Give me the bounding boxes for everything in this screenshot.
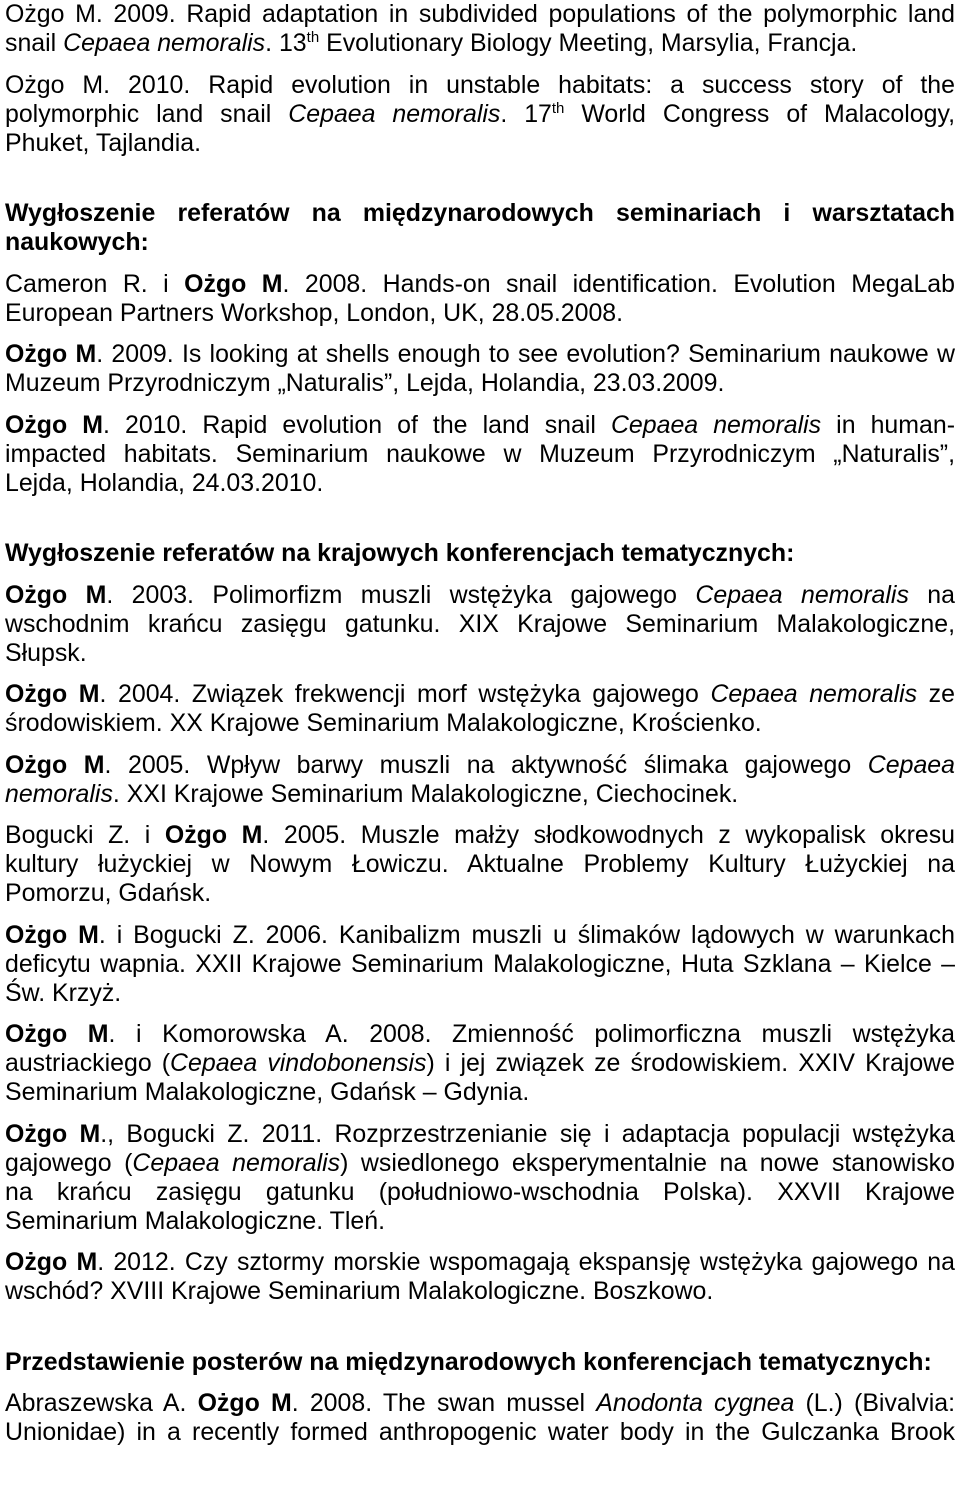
entry-line [5, 921, 955, 950]
entry-line [5, 469, 955, 498]
ordinal-suffix: th [551, 99, 565, 117]
text-run: . 2012. Czy sztormy morskie wspomagają ekspansję wstężyka gajowego na [97, 1248, 955, 1276]
text-run: ) wsiedlonego eksperymentalnie na nowe stanowisko [340, 1148, 955, 1177]
author-name: Ożgo M [184, 269, 283, 298]
presentation-entry [5, 0, 955, 58]
text-run: polymorphic land snail [5, 99, 289, 128]
text-run: World Congress of Malacology, [564, 99, 955, 128]
text-run: na krańcu zasięgu gatunku (południowo-wschodnia Polska). XXVII Krajowe [5, 1177, 955, 1206]
entry-line [5, 639, 955, 668]
entry-line [5, 821, 955, 850]
text-run: austriackiego ( [5, 1049, 171, 1077]
text-run: deficytu wapnia. XXII Krajowe Seminarium Malakologiczne, Huta Szklana – Kielce – [5, 949, 955, 978]
text-run: impacted habitats. Seminarium naukowe w Muzeum Przyrodniczym „Naturalis”, [5, 439, 955, 468]
text-run: Seminarium Malakologiczne. Tleń. [5, 1206, 385, 1235]
entry-line [5, 369, 955, 398]
entry-line [5, 581, 955, 610]
entry-line [5, 1207, 955, 1236]
presentation-entry [5, 921, 955, 1008]
text-run: . 2010. Rapid evolution of the land snail [103, 410, 611, 439]
section-heading [5, 539, 955, 568]
text-run: ., Bogucki Z. 2011. Rozprzestrzenianie się i adaptacja populacji wstężyka [100, 1119, 955, 1148]
section-heading-line: Wygłoszenie referatów na międzynarodowych seminariach i warsztatach [5, 199, 955, 227]
author-name: Ożgo M [5, 340, 97, 368]
text-run: Seminarium Malakologiczne, Gdańsk – Gdynia. [5, 1078, 530, 1106]
text-run: środowiskiem. XX Krajowe Seminarium Malakologiczne, Krościenko. [5, 709, 762, 737]
text-run: . 2009. Is looking at shells enough to see evolution? Seminarium naukowe w [96, 340, 955, 368]
text-run: Słupsk. [5, 638, 87, 667]
presentation-section [5, 539, 955, 1306]
entry-line [5, 71, 955, 100]
taxon-name: Anodonta cygnea [596, 1389, 795, 1417]
entry-line [5, 680, 955, 709]
text-run: Pomorzu, Gdańsk. [5, 879, 212, 907]
text-run: Muzeum Przyrodniczym „Naturalis”, Lejda, Holandia, 23.03.2009. [5, 369, 725, 397]
section-heading-line: Przedstawienie posterów na międzynarodowych konferencjach tematycznych: [5, 1347, 932, 1376]
entry-line [5, 1418, 955, 1447]
text-run: ze [917, 680, 955, 708]
presentation-entry [5, 821, 955, 908]
text-run: . 2003. Polimorfizm muszli wstężyka gajowego [106, 580, 696, 609]
text-run: . XXI Krajowe Seminarium Malakologiczne, Ciechocinek. [112, 779, 739, 808]
author-name: Ożgo M [197, 1389, 292, 1417]
taxon-name: Cepaea [867, 750, 955, 779]
entry-line [5, 129, 955, 158]
entry-line [5, 1078, 955, 1107]
author-name: Ożgo M [5, 1020, 109, 1048]
text-run: in human- [821, 410, 955, 439]
text-run: . i Bogucki Z. 2006. Kanibalizm muszli u ślimaków lądowych w warunkach [98, 920, 955, 949]
text-run: wschód? XVIII Krajowe Seminarium Malakologiczne. Boszkowo. [5, 1277, 714, 1305]
text-run: Cameron R. i [5, 269, 185, 298]
taxon-name: Cepaea nemoralis [63, 29, 266, 57]
author-name: Ożgo M [5, 1119, 101, 1148]
text-run: . 2004. Związek frekwencji morf wstężyka gajowego [99, 680, 711, 708]
entry-line [5, 100, 955, 129]
text-run: Unionidae) in a recently formed anthropogenic water body in the Gulczanka Brook [5, 1418, 955, 1446]
text-run: kultury łużyckiej w Nowym Łowiczu. Aktualne Problemy Kultury Łużyckiej na [5, 850, 955, 878]
author-name: Ożgo M [5, 580, 107, 609]
text-run: Abraszewska A. [5, 1389, 198, 1417]
entry-line [5, 299, 955, 328]
entry-line [5, 751, 955, 780]
entry-line [5, 1178, 955, 1207]
author-name: Ożgo M [5, 1248, 98, 1276]
entry-line [5, 1389, 955, 1418]
text-run: Ożgo M. 2009. Rapid adaptation in subdivided populations of the polymorphic land [5, 0, 955, 28]
text-run: snail [5, 29, 64, 57]
text-run: ) i jej związek ze środowiskiem. XXIV Krajowe [426, 1049, 955, 1077]
presentation-entry [5, 1120, 955, 1236]
presentation-entry [5, 1248, 955, 1306]
presentation-section [5, 0, 955, 158]
text-run: gajowego ( [5, 1148, 133, 1177]
presentation-section [5, 199, 955, 498]
entry-line [5, 340, 955, 369]
section-heading-line: naukowych: [5, 228, 149, 256]
presentation-entry [5, 411, 955, 498]
presentation-entry [5, 680, 955, 738]
entry-line [5, 850, 955, 879]
text-run: . 2008. The swan mussel [291, 1389, 597, 1417]
entry-line [5, 1149, 955, 1178]
text-run: . 2005. Muszle małży słodkowodnych z wykopalisk okresu [262, 821, 956, 849]
text-run: . 17 [500, 99, 552, 128]
entry-line [5, 879, 955, 908]
section-heading [5, 1348, 955, 1377]
text-run: Evolutionary Biology Meeting, Marsylia, Francja. [319, 29, 858, 57]
ordinal-suffix: th [306, 29, 320, 46]
entry-line [5, 979, 955, 1008]
entry-line [5, 411, 955, 440]
presentation-entry [5, 270, 955, 328]
text-run: wschodnim krańcu zasięgu gatunku. XIX Krajowe Seminarium Malakologiczne, [5, 609, 955, 638]
author-name: Ożgo M [5, 410, 104, 439]
section-heading-line: Wygłoszenie referatów na krajowych konferencjach tematycznych: [5, 539, 795, 567]
presentation-entry [5, 751, 955, 809]
taxon-name: Cepaea nemoralis [132, 1148, 341, 1177]
presentation-section [5, 1348, 955, 1448]
entry-line [5, 440, 955, 469]
entry-line [5, 1277, 955, 1306]
entry-line [5, 709, 955, 738]
entry-line [5, 1020, 955, 1049]
text-run: Ożgo M. 2010. Rapid evolution in unstable habitats: a success story of the [5, 70, 955, 99]
entry-line [5, 1049, 955, 1078]
text-run: . 13 [265, 29, 307, 57]
text-run: . 2005. Wpływ barwy muszli na aktywność ślimaka gajowego [104, 750, 868, 779]
entry-line [5, 29, 955, 58]
text-run: Św. Krzyż. [5, 978, 122, 1007]
taxon-name: Cepaea nemoralis [695, 580, 909, 609]
taxon-name: Cepaea vindobonensis [170, 1049, 427, 1077]
entry-line [5, 1248, 955, 1277]
entry-line [5, 610, 955, 639]
taxon-name: nemoralis [5, 779, 113, 808]
text-run: Lejda, Holandia, 24.03.2010. [5, 468, 324, 497]
text-run: na [908, 580, 955, 609]
presentation-entry [5, 581, 955, 668]
entry-line [5, 950, 955, 979]
entry-line [5, 1120, 955, 1149]
presentation-entry [5, 340, 955, 398]
section-heading [5, 199, 955, 257]
entry-line [5, 270, 955, 299]
taxon-name: Cepaea nemoralis [710, 680, 918, 708]
presentation-entry [5, 1020, 955, 1107]
taxon-name: Cepaea nemoralis [288, 99, 501, 128]
text-run: Phuket, Tajlandia. [5, 128, 202, 157]
author-name: Ożgo M [5, 750, 105, 779]
text-run: Bogucki Z. i [5, 821, 165, 849]
author-name: Ożgo M [164, 821, 263, 849]
author-name: Ożgo M [5, 920, 99, 949]
presentation-entry [5, 1389, 955, 1447]
text-run: . i Komorowska A. 2008. Zmienność polimorficzna muszli wstężyka [108, 1020, 955, 1048]
entry-line [5, 0, 955, 29]
text-run: (L.) (Bivalvia: [794, 1389, 956, 1417]
author-name: Ożgo M [5, 680, 100, 708]
text-run: European Partners Workshop, London, UK, 28.05.2008. [5, 298, 624, 327]
taxon-name: Cepaea nemoralis [610, 410, 822, 439]
text-run: . 2008. Hands-on snail identification. Evolution MegaLab [282, 269, 955, 298]
presentation-entry [5, 71, 955, 158]
entry-line [5, 780, 955, 809]
